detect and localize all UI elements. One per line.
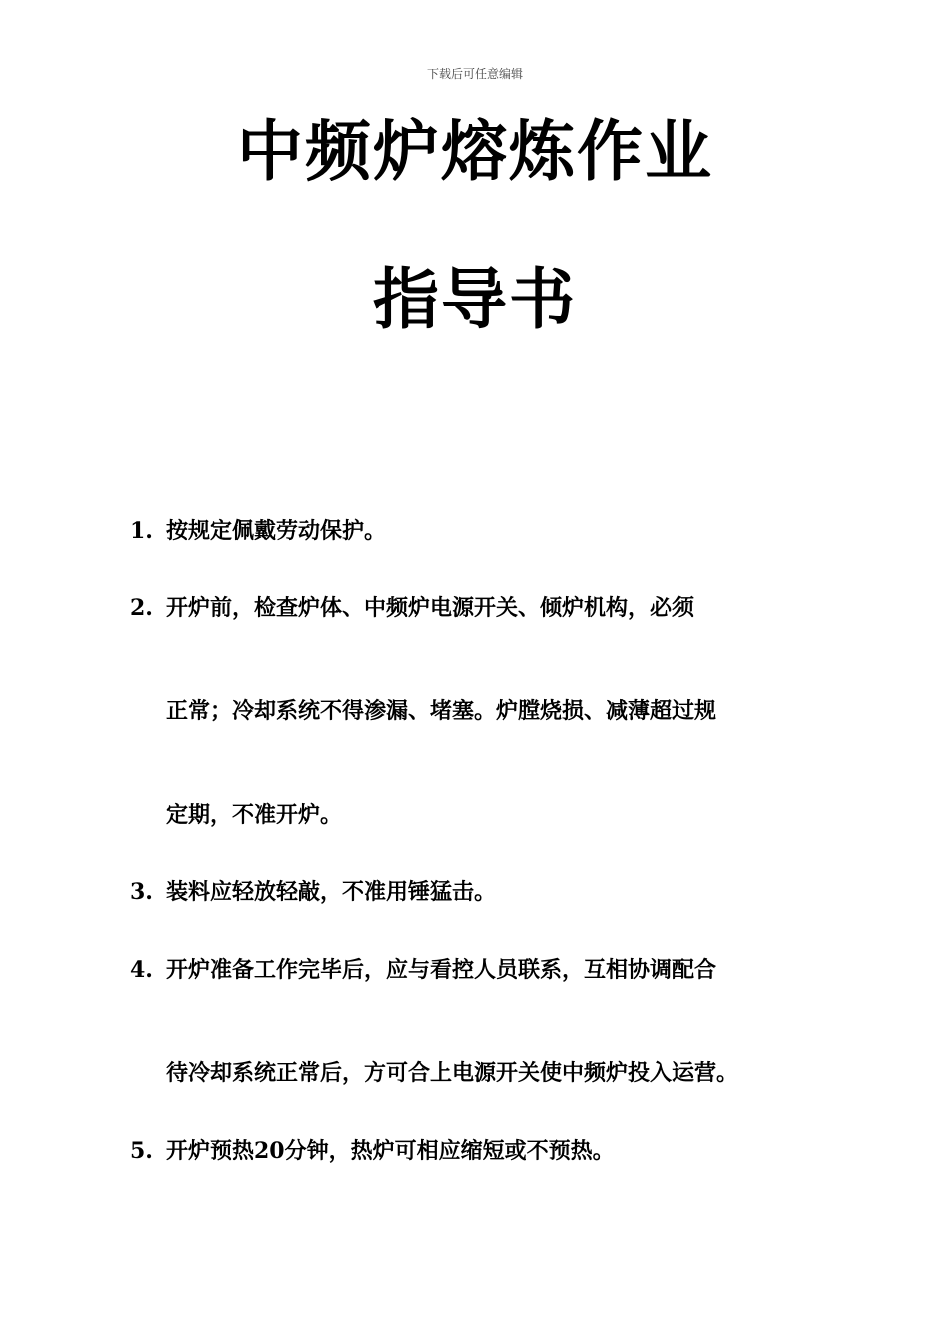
list-item-number: 3. [130, 879, 153, 905]
header-note: 下载后可任意编辑 [426, 67, 523, 81]
list-item-number: 4. [130, 957, 153, 983]
list-item-4-continuation-1: 待冷却系统正常后，方可合上电源开关使中频炉投入运营。 [166, 1060, 739, 1086]
list-item-5 [130, 1134, 830, 1168]
document-title-line-2: 指导书 [373, 261, 577, 338]
list-item-text: 开炉前，检查炉体、中频炉电源开关、倾炉机构，必须 [166, 595, 695, 621]
list-item-text: 按规定佩戴劳动保护。 [166, 518, 387, 544]
list-item-number: 5. [130, 1138, 153, 1164]
list-item-2-continuation-2: 定期，不准开炉。 [166, 802, 343, 828]
list-item-2 [130, 591, 830, 625]
list-item-3 [130, 875, 830, 909]
list-item-number: 2. [130, 595, 153, 621]
document-title-line-1: 中频炉熔炼作业 [237, 113, 713, 190]
list-item-text: 开炉准备工作完毕后，应与看控人员联系，互相协调配合 [166, 957, 717, 983]
list-item-number: 1. [130, 518, 153, 544]
list-item-text: 装料应轻放轻敲，不准用锤猛击。 [166, 879, 497, 905]
list-item-1 [130, 514, 830, 548]
list-item-2-continuation-1: 正常；冷却系统不得渗漏、堵塞。炉膛烧损、减薄超过规 [166, 698, 717, 724]
list-item-4 [130, 953, 830, 987]
list-item-text: 开炉预热20分钟，热炉可相应缩短或不预热。 [166, 1138, 615, 1164]
